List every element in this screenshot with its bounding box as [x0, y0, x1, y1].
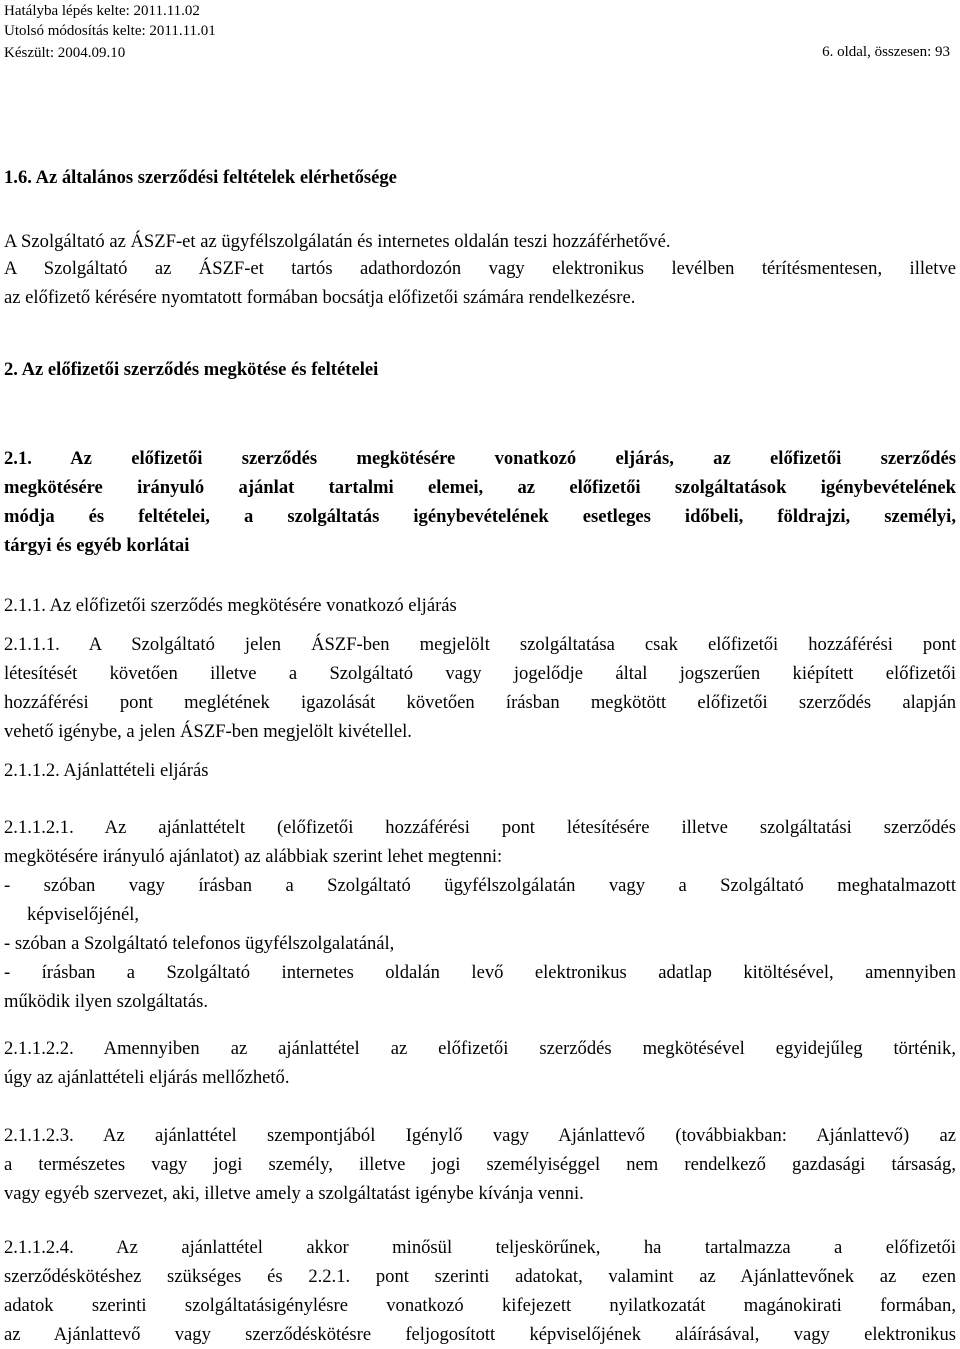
text-line: hozzáférési pont meglétének igazolását követően írásban megkötött előfizetői szerződés alapján [4, 692, 956, 713]
list-item: - írásban a Szolgáltató internetes oldalán levő elektronikus adatlap kitöltésével, amennyiben [4, 962, 956, 983]
section-2-heading: 2. Az előfizetői szerződés megkötése és feltételei [4, 359, 379, 380]
text-line: vehető igénybe, a jelen ÁSZF-ben megjelölt kivétellel. [4, 721, 412, 742]
list-item: - szóban a Szolgáltató telefonos ügyfélszolgalatánál, [4, 933, 395, 954]
text-line: az előfizető kérésére nyomtatott formában bocsátja előfizetői számára rendelkezésre. [4, 287, 636, 308]
text-line: létesítését követően illetve a Szolgáltató vagy jogelődje által jogszerűen kiépített előfizetői [4, 663, 956, 684]
text-line: működik ilyen szolgáltatás. [4, 991, 208, 1012]
list-item: - szóban vagy írásban a Szolgáltató ügyfélszolgálatán vagy a Szolgáltató meghatalmazott [4, 875, 956, 896]
section-2-1-1-heading: 2.1.1. Az előfizetői szerződés megkötésére vonatkozó eljárás [4, 595, 457, 616]
text-line: úgy az ajánlattételi eljárás mellőzhető. [4, 1067, 290, 1088]
text-line: A Szolgáltató az ÁSZF-et tartós adathordozón vagy elektronikus levélben térítésmentesen, illetve [4, 258, 956, 279]
section-1-6-paragraph-2 [4, 254, 956, 312]
text-line: 2.1. Az előfizetői szerződés megkötésére vonatkozó eljárás, az előfizetői szerződés [4, 448, 956, 469]
section-2-1-1-2-4 [4, 1233, 956, 1349]
header-modified-date: Utolsó módosítás kelte: 2011.11.01 [4, 23, 216, 39]
section-2-1-1-2-1 [4, 813, 956, 1016]
header-effective-date: Hatályba lépés kelte: 2011.11.02 [4, 3, 200, 19]
text-line: 2.1.1.1. A Szolgáltató jelen ÁSZF-ben megjelölt szolgáltatása csak előfizetői hozzáférési pont [4, 634, 956, 655]
section-1-6-paragraph-1 [4, 227, 956, 256]
section-2-1-1-2-2 [4, 1034, 956, 1092]
text-line: az Ajánlattevő vagy szerződéskötésre feljogosított képviselőjének aláírásával, vagy elektronikus [4, 1324, 956, 1345]
text-line: képviselőjénél, [27, 904, 140, 925]
text-line: 2.1.1.2.2. Amennyiben az ajánlattétel az előfizetői szerződés megkötésével egyidejűleg történik, [4, 1038, 956, 1059]
text-line: módja és feltételei, a szolgáltatás igénybevételének esetleges időbeli, földrajzi, személyi, [4, 506, 956, 527]
header-created-date: Készült: 2004.09.10 [4, 45, 126, 61]
text-line: szerződéskötéshez szükséges és 2.2.1. pont szerinti adatokat, valamint az Ajánlattevőnek az ezen [4, 1266, 956, 1287]
section-2-1-1-1 [4, 630, 956, 746]
text-line: megkötésére irányuló ajánlat tartalmi elemei, az előfizetői szolgáltatások igénybevételének [4, 477, 956, 498]
text-line: tárgyi és egyéb korlátai [4, 535, 190, 556]
text-line: A Szolgáltató az ÁSZF-et az ügyfélszolgálatán és internetes oldalán teszi hozzáférhetővé. [4, 231, 671, 252]
text-line: 2.1.1.2.1. Az ajánlattételt (előfizetői hozzáférési pont létesítésére illetve szolgáltatási szerződés [4, 817, 956, 838]
text-line: 2.1.1.2.3. Az ajánlattétel szempontjából Igénylő vagy Ajánlattevő (továbbiakban: Ajánlattevő) az [4, 1125, 956, 1146]
text-line: a természetes vagy jogi személy, illetve jogi személyiséggel nem rendelkező gazdasági társaság, [4, 1154, 956, 1175]
text-line: megkötésére irányuló ajánlatot) az alábbiak szerint lehet megtenni: [4, 846, 503, 867]
section-2-1-1-2-heading: 2.1.1.2. Ajánlattételi eljárás [4, 760, 209, 781]
text-line: 2.1.1.2.4. Az ajánlattétel akkor minősül teljeskörűnek, ha tartalmazza a előfizetői [4, 1237, 956, 1258]
section-2-1-heading [4, 444, 956, 560]
section-1-6-heading: 1.6. Az általános szerződési feltételek elérhetősége [4, 167, 397, 188]
page-number: 6. oldal, összesen: 93 [822, 44, 950, 60]
section-2-1-1-2-3 [4, 1121, 956, 1208]
text-line: vagy egyéb szervezet, aki, illetve amely a szolgáltatást igénybe kívánja venni. [4, 1183, 584, 1204]
text-line: adatok szerinti szolgáltatásigénylésre vonatkozó kifejezett nyilatkozatát magánokirati formában, [4, 1295, 956, 1316]
